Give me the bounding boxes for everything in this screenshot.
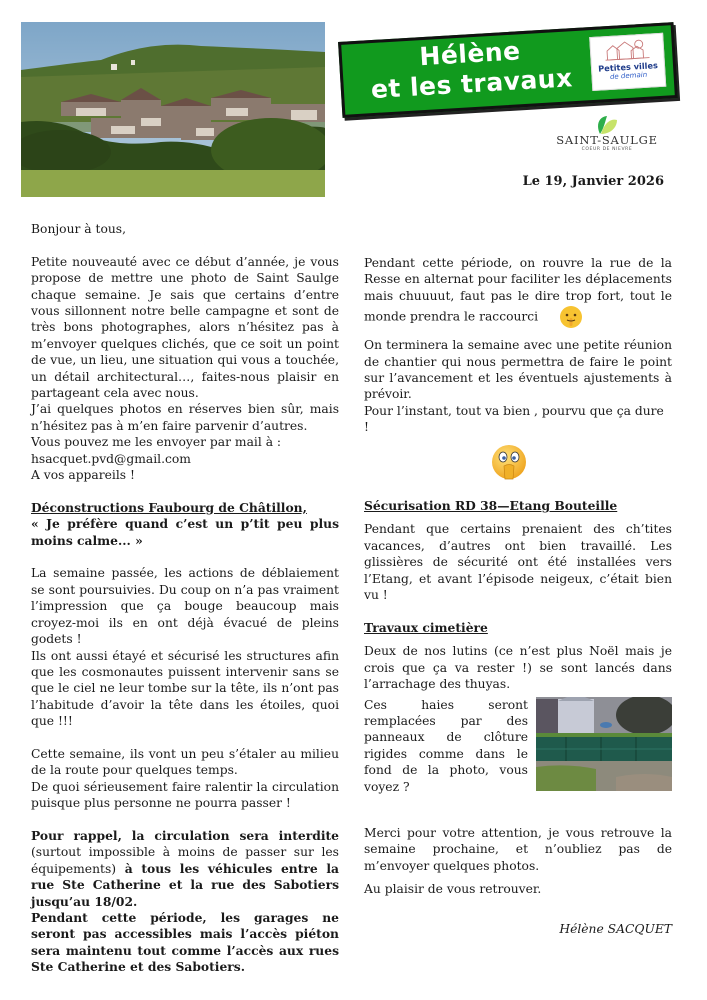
body-paragraph: Ils ont aussi étayé et sécurisé les structures afin que les cosmonautes puissent intervenir sans se que le ciel ne leur tombe sur la tête, ils n’ont pas l’habitude d’avoir la tête dans les étoiles, quoi que !!! bbox=[31, 648, 339, 729]
left-column bbox=[31, 221, 339, 976]
intro-paragraph: Petite nouveauté avec ce début d’année, je vous propose de mettre une photo de Saint Saulge chaque semaine. Je sais que certains d’entre vous sillonnent notre belle campagne et sont de très bons photographes, alors n’hésitez pas à m’envoyer quelques clichés, que ce soit un point de vue, un lieu, une situation qui vous a touchée, un détail architectural…, faites-nous plaisir en partageant cela avec nous. bbox=[31, 254, 339, 401]
right-column bbox=[364, 255, 672, 937]
body-paragraph: On terminera la semaine avec une petite réunion de chantier qui nous permettra de faire le point sur l’avancement et les éventuels ajustements à prévoir. bbox=[364, 338, 672, 402]
resse-paragraph: Pendant cette période, on rouvre la rue de la Resse en alternat pour faciliter les déplacements mais chuuuut, faut pas le dire trop fort, tout le monde prendra le raccourci bbox=[364, 256, 672, 324]
petites-villes-de-demain-logo bbox=[589, 33, 666, 91]
pvd-logo-sub: de demain bbox=[609, 70, 648, 81]
greeting: Bonjour à tous, bbox=[31, 222, 127, 236]
banner-title bbox=[349, 32, 592, 106]
village-photo bbox=[21, 22, 325, 197]
title-banner bbox=[338, 22, 678, 118]
intro-paragraph: J’ai quelques photos en réserves bien sûr, mais n’hésitez pas à m’en faire parvenir d’autres. bbox=[31, 402, 339, 433]
houses-icon bbox=[602, 38, 651, 63]
intro-paragraph: Vous pouvez me les envoyer par mail à : bbox=[31, 435, 282, 450]
section-heading-deconstructions: Déconstructions Faubourg de Châtillon, bbox=[31, 499, 307, 515]
signature: Hélène SACQUET bbox=[559, 921, 672, 936]
town-logo-name: SAINT-SAULGE bbox=[556, 133, 658, 147]
section-heading-cimetiere: Travaux cimetière bbox=[364, 619, 488, 635]
section-heading-securisation: Sécurisation RD 38—Etang Bouteille bbox=[364, 498, 618, 514]
reminder-bold: à tous les véhicules entre la rue Ste Catherine et la rue des Sabotiers jusqu’au 18/02. bbox=[31, 860, 339, 909]
pvd-logo-main: Petites villes bbox=[597, 60, 659, 74]
closing-paragraph: Merci pour votre attention, je vous retrouve la semaine prochaine, et n’oubliez pas de m’envoyer quelques photos. bbox=[364, 825, 672, 873]
traffic-reminder bbox=[31, 828, 339, 910]
garage-notice: Pendant cette période, les garages ne seront pas accessibles mais l’accès piéton sera maintenu tout comme l’accès aux rues Ste Catherine et des Sabotiers. bbox=[31, 909, 339, 975]
shushing-face-icon bbox=[558, 304, 584, 330]
saint-saulge-logo bbox=[553, 114, 661, 160]
body-paragraph: Pendant que certains prenaient des ch’tites vacances, d’autres ont bien travaillé. Les glissières de sécurité ont été installées vers l’Etang, et avant l’épisode neigeux, c’était bien vu ! bbox=[364, 522, 672, 603]
town-logo-tagline: COEUR DE NIEVRE bbox=[581, 147, 633, 152]
banner-title-line1: Hélène bbox=[418, 36, 522, 72]
publication-date: Le 19, Janvier 2026 bbox=[522, 174, 664, 189]
email-address[interactable]: hsacquet.pvd@gmail.com bbox=[31, 451, 191, 466]
intro-paragraph: A vos appareils ! bbox=[31, 468, 135, 483]
body-paragraph: Deux de nos lutins (ce n’est plus Noël mais je crois que ça va rester !) se sont lancés dans l’arrachage des thuyas. bbox=[364, 644, 672, 692]
reminder-bold: Pour rappel, la circulation sera interdite bbox=[31, 827, 339, 843]
cemetery-fence-photo bbox=[536, 697, 672, 791]
section-quote: « Je préfère quand c’est un p’tit peu plus moins calme... » bbox=[31, 516, 339, 548]
banner-title-line2: et les travaux bbox=[370, 63, 574, 105]
body-paragraph: Ces haies seront remplacées par des panneaux de clôture rigides comme dans le fond de la photo, vous voyez ? bbox=[364, 697, 528, 794]
body-paragraph: Cette semaine, ils vont un peu s’étaler au milieu de la route pour quelques temps. bbox=[31, 746, 339, 778]
body-paragraph: De quoi sérieusement faire ralentir la circulation puisque plus personne ne pourra passer ! bbox=[31, 779, 339, 811]
body-paragraph: Pour l’instant, tout va bien , pourvu que ça dure ! bbox=[364, 403, 664, 435]
reminder-aside: (surtout impossible à moins de passer sur les équipements) bbox=[31, 845, 339, 876]
body-paragraph bbox=[364, 255, 672, 330]
nail-biting-face-icon bbox=[489, 442, 529, 482]
closing-paragraph: Au plaisir de vous retrouver. bbox=[364, 882, 542, 897]
body-paragraph: La semaine passée, les actions de déblaiement se sont poursuivies. Du coup on n’a pas vraiment l’impression que ça bouge beaucoup mais croyez-moi ils en ont déjà évacué de pleins godets ! bbox=[31, 566, 339, 647]
